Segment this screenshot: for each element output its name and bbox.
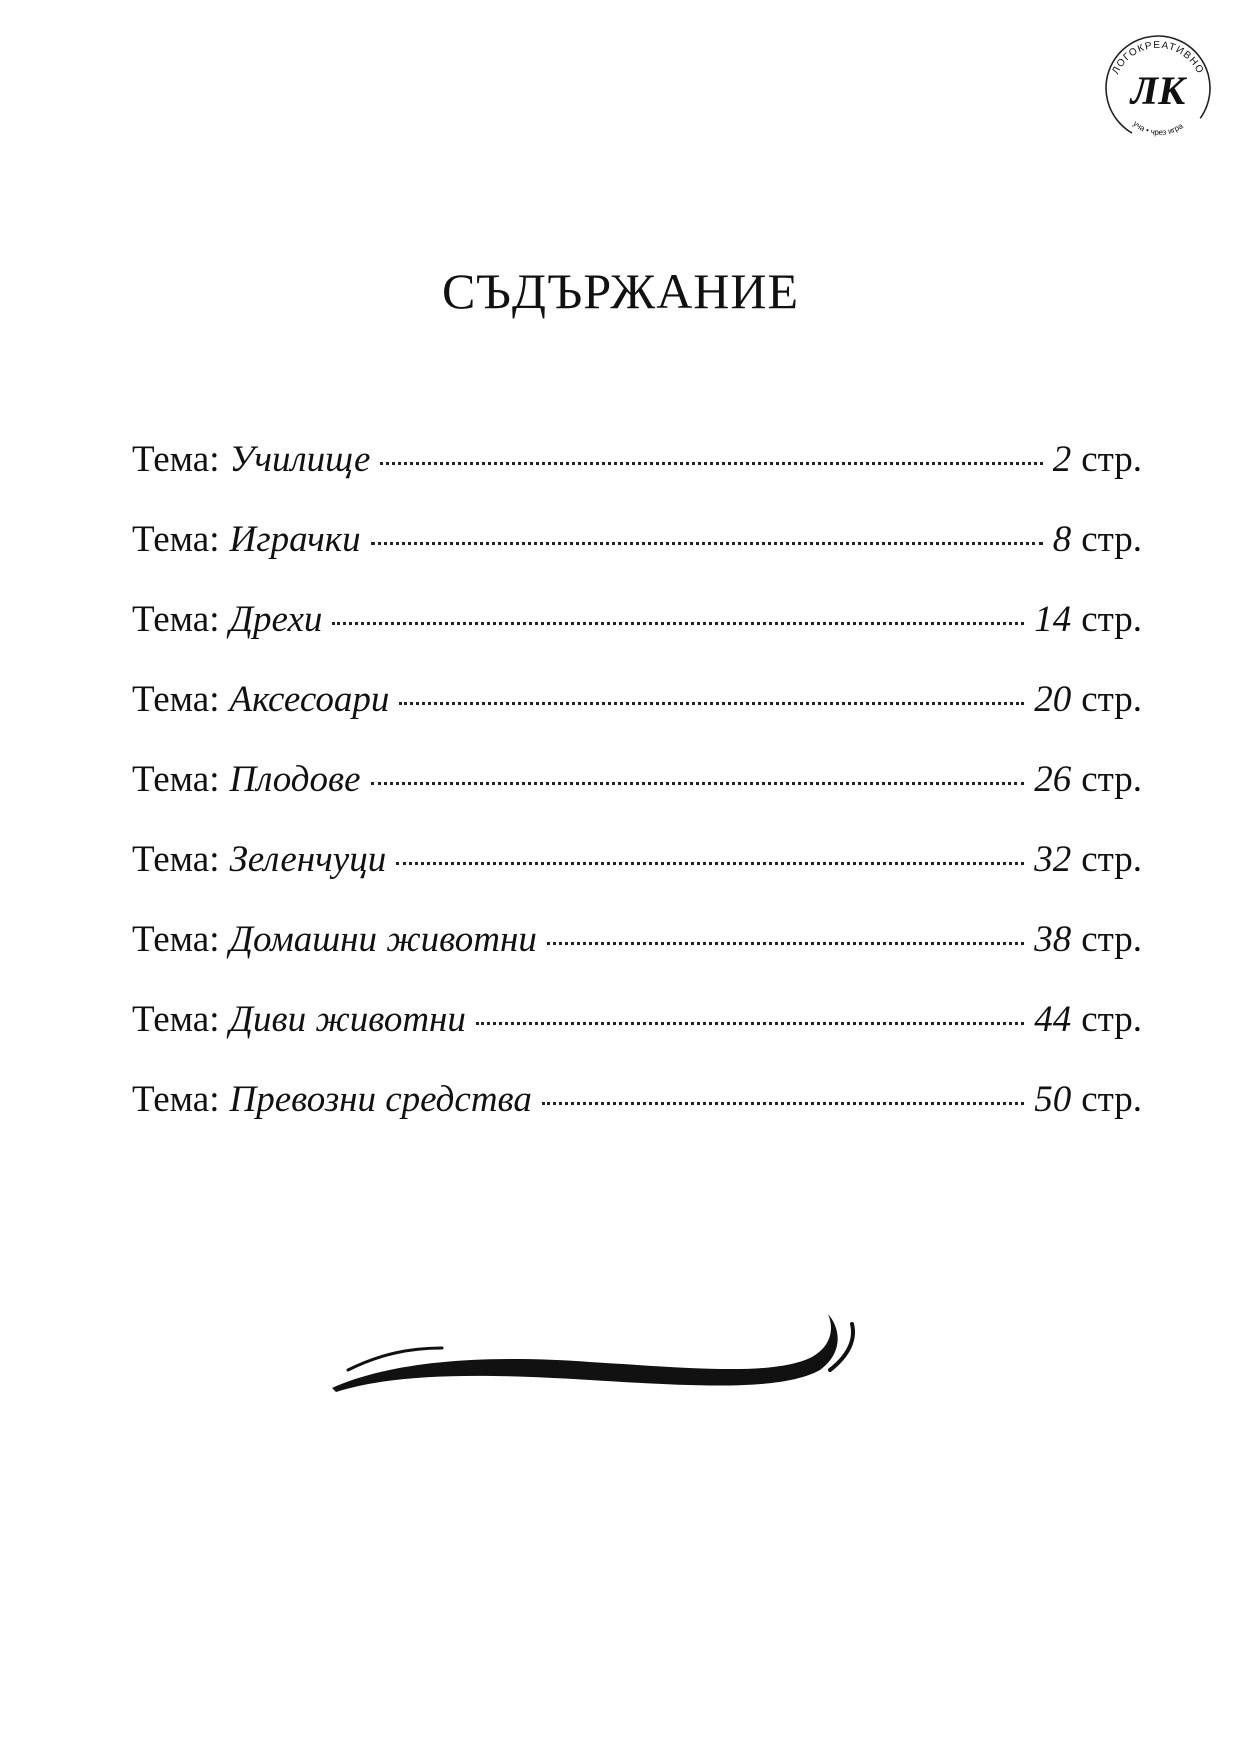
table-of-contents [132, 438, 1142, 1158]
toc-prefix: Тема: [132, 999, 220, 1040]
toc-leader-dots [476, 1022, 1024, 1025]
toc-row [132, 838, 1142, 918]
toc-leader-dots [380, 462, 1042, 465]
toc-leader-dots [399, 702, 1024, 705]
toc-page-number: 32 [1034, 839, 1072, 880]
toc-page-unit: стр. [1081, 1079, 1142, 1120]
toc-page-unit: стр. [1081, 439, 1142, 480]
logo-tagline: уча • чрез игра [1131, 119, 1185, 137]
toc-leader-dots [371, 782, 1025, 785]
toc-page-number: 38 [1034, 919, 1072, 960]
toc-row [132, 518, 1142, 598]
toc-prefix: Тема: [132, 1079, 220, 1120]
toc-row [132, 918, 1142, 998]
toc-prefix: Тема: [132, 679, 220, 720]
toc-page-unit: стр. [1081, 839, 1142, 880]
logo-badge [1100, 30, 1216, 146]
toc-row [132, 1078, 1142, 1158]
toc-row [132, 598, 1142, 678]
toc-page-unit: стр. [1081, 519, 1142, 560]
toc-topic: Диви животни [229, 999, 466, 1040]
toc-leader-dots [396, 862, 1024, 865]
toc-prefix: Тема: [132, 759, 220, 800]
toc-page-unit: стр. [1081, 759, 1142, 800]
toc-page-number: 20 [1034, 679, 1072, 720]
toc-leader-dots [542, 1102, 1024, 1105]
toc-prefix: Тема: [132, 599, 220, 640]
decorative-flourish [330, 1310, 860, 1400]
toc-page-number: 8 [1052, 519, 1072, 560]
toc-topic: Дрехи [229, 599, 323, 640]
toc-topic: Зеленчуци [229, 839, 387, 880]
toc-page-number: 44 [1034, 999, 1072, 1040]
toc-topic: Аксесоари [229, 679, 390, 720]
logo-initials: ЛК [1130, 68, 1186, 113]
toc-row [132, 438, 1142, 518]
toc-leader-dots [371, 542, 1043, 545]
toc-page-number: 50 [1034, 1079, 1072, 1120]
toc-page-number: 2 [1052, 439, 1072, 480]
toc-topic: Училище [229, 439, 371, 480]
toc-topic: Превозни средства [229, 1079, 532, 1120]
toc-row [132, 758, 1142, 838]
toc-page-unit: стр. [1081, 919, 1142, 960]
toc-row [132, 678, 1142, 758]
toc-topic: Играчки [229, 519, 361, 560]
toc-row [132, 998, 1142, 1078]
toc-prefix: Тема: [132, 839, 220, 880]
page-title: СЪДЪРЖАНИЕ [441, 263, 800, 319]
toc-leader-dots [332, 622, 1024, 625]
toc-page-unit: стр. [1081, 599, 1142, 640]
toc-topic: Домашни животни [229, 919, 537, 960]
logo-ring-text: ЛОГОКРЕАТИВНО [1110, 39, 1206, 77]
toc-topic: Плодове [229, 759, 361, 800]
toc-prefix: Тема: [132, 519, 220, 560]
toc-page-number: 26 [1034, 759, 1072, 800]
toc-prefix: Тема: [132, 439, 220, 480]
toc-leader-dots [547, 942, 1024, 945]
toc-page-number: 14 [1034, 599, 1072, 640]
toc-prefix: Тема: [132, 919, 220, 960]
toc-page-unit: стр. [1081, 999, 1142, 1040]
toc-page-unit: стр. [1081, 679, 1142, 720]
flourish-main-stroke [332, 1314, 838, 1392]
